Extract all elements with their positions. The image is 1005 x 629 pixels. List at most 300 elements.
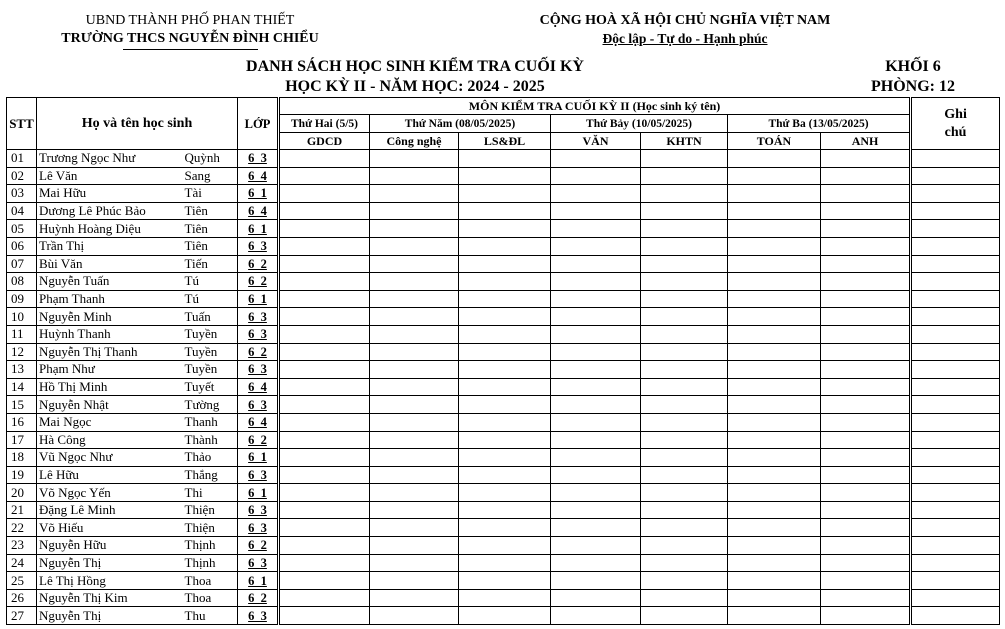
- note-cell[interactable]: [911, 290, 1000, 308]
- signature-cell[interactable]: [370, 501, 459, 519]
- signature-cell[interactable]: [459, 185, 551, 203]
- student-first-name: Tài: [183, 185, 238, 203]
- student-last-name: Lê Hữu: [37, 466, 183, 484]
- signature-cell[interactable]: [641, 519, 728, 537]
- signature-cell[interactable]: [728, 255, 821, 273]
- signature-cell[interactable]: [370, 167, 459, 185]
- table-row: [7, 519, 1000, 537]
- signature-cell[interactable]: [551, 449, 641, 467]
- signature-cell[interactable]: [279, 255, 370, 273]
- signature-cell[interactable]: [370, 325, 459, 343]
- signature-cell[interactable]: [459, 537, 551, 555]
- signature-cell[interactable]: [821, 519, 911, 537]
- row-stt: 10: [7, 308, 37, 326]
- signature-cell[interactable]: [551, 589, 641, 607]
- signature-cell[interactable]: [641, 150, 728, 168]
- student-first-name: Quỳnh: [183, 150, 238, 168]
- signature-cell[interactable]: [370, 431, 459, 449]
- signature-cell[interactable]: [641, 607, 728, 625]
- signature-cell[interactable]: [728, 150, 821, 168]
- signature-cell[interactable]: [821, 185, 911, 203]
- signature-cell[interactable]: [641, 396, 728, 414]
- row-stt: 25: [7, 572, 37, 590]
- signature-cell[interactable]: [279, 273, 370, 291]
- signature-cell[interactable]: [459, 607, 551, 625]
- signature-cell[interactable]: [459, 413, 551, 431]
- signature-cell[interactable]: [821, 150, 911, 168]
- signature-cell[interactable]: [821, 413, 911, 431]
- day-header: Thứ Bảy (10/05/2025): [551, 115, 728, 133]
- row-stt: 16: [7, 413, 37, 431]
- note-cell[interactable]: [911, 220, 1000, 238]
- signature-cell[interactable]: [279, 167, 370, 185]
- student-class: 6_1: [238, 572, 279, 590]
- signature-cell[interactable]: [370, 237, 459, 255]
- row-stt: 19: [7, 466, 37, 484]
- note-cell[interactable]: [911, 537, 1000, 555]
- row-stt: 01: [7, 150, 37, 168]
- signature-cell[interactable]: [459, 273, 551, 291]
- signature-cell[interactable]: [279, 501, 370, 519]
- signature-cell[interactable]: [279, 572, 370, 590]
- motto: Độc lập - Tự do - Hạnh phúc: [602, 31, 768, 46]
- signature-cell[interactable]: [279, 466, 370, 484]
- student-class: 6_2: [238, 273, 279, 291]
- table-row: [7, 325, 1000, 343]
- row-stt: 15: [7, 396, 37, 414]
- signature-cell[interactable]: [728, 431, 821, 449]
- signature-cell[interactable]: [641, 572, 728, 590]
- signature-cell[interactable]: [728, 519, 821, 537]
- signature-cell[interactable]: [459, 396, 551, 414]
- signature-cell[interactable]: [459, 150, 551, 168]
- student-class: 6_1: [238, 220, 279, 238]
- student-class: 6_4: [238, 413, 279, 431]
- signature-cell[interactable]: [821, 343, 911, 361]
- signature-cell[interactable]: [641, 537, 728, 555]
- signature-cell[interactable]: [641, 431, 728, 449]
- note-cell[interactable]: [911, 501, 1000, 519]
- student-last-name: Vũ Ngọc Như: [37, 449, 183, 467]
- signature-cell[interactable]: [551, 185, 641, 203]
- signature-cell[interactable]: [728, 484, 821, 502]
- note-cell[interactable]: [911, 607, 1000, 625]
- school-underline: [123, 49, 258, 50]
- signature-cell[interactable]: [551, 167, 641, 185]
- table-row: [7, 308, 1000, 326]
- signature-cell[interactable]: [728, 361, 821, 379]
- signature-cell[interactable]: [551, 554, 641, 572]
- signature-cell[interactable]: [459, 484, 551, 502]
- signature-cell[interactable]: [728, 273, 821, 291]
- note-cell[interactable]: [911, 413, 1000, 431]
- note-cell[interactable]: [911, 361, 1000, 379]
- note-cell[interactable]: [911, 202, 1000, 220]
- note-cell[interactable]: [911, 378, 1000, 396]
- table-row: [7, 396, 1000, 414]
- signature-cell[interactable]: [551, 150, 641, 168]
- signature-cell[interactable]: [459, 519, 551, 537]
- signature-cell[interactable]: [551, 431, 641, 449]
- student-first-name: Tiên: [183, 220, 238, 238]
- signature-cell[interactable]: [551, 572, 641, 590]
- note-cell[interactable]: [911, 237, 1000, 255]
- note-cell[interactable]: [911, 449, 1000, 467]
- student-last-name: Đặng Lê Minh: [37, 501, 183, 519]
- student-first-name: Thi: [183, 484, 238, 502]
- signature-cell[interactable]: [370, 255, 459, 273]
- signature-cell[interactable]: [728, 167, 821, 185]
- row-stt: 02: [7, 167, 37, 185]
- signature-cell[interactable]: [641, 167, 728, 185]
- signature-cell[interactable]: [370, 273, 459, 291]
- signature-cell[interactable]: [641, 237, 728, 255]
- student-last-name: Huỳnh Thanh: [37, 325, 183, 343]
- row-stt: 21: [7, 501, 37, 519]
- signature-cell[interactable]: [370, 378, 459, 396]
- note-cell[interactable]: [911, 572, 1000, 590]
- signature-cell[interactable]: [728, 396, 821, 414]
- signature-cell[interactable]: [821, 449, 911, 467]
- note-cell[interactable]: [911, 273, 1000, 291]
- subject-header: ANH: [821, 133, 911, 150]
- signature-cell[interactable]: [551, 237, 641, 255]
- signature-cell[interactable]: [370, 343, 459, 361]
- day-header: Thứ Ba (13/05/2025): [728, 115, 911, 133]
- signature-cell[interactable]: [641, 325, 728, 343]
- signature-cell[interactable]: [728, 325, 821, 343]
- note-cell[interactable]: [911, 185, 1000, 203]
- student-last-name: Nguyễn Thị: [37, 607, 183, 625]
- signature-cell[interactable]: [279, 361, 370, 379]
- signature-cell[interactable]: [551, 501, 641, 519]
- signature-cell[interactable]: [821, 431, 911, 449]
- signature-cell[interactable]: [551, 308, 641, 326]
- signature-cell[interactable]: [728, 220, 821, 238]
- signature-cell[interactable]: [728, 466, 821, 484]
- subject-header: LS&ĐL: [459, 133, 551, 150]
- signature-cell[interactable]: [279, 519, 370, 537]
- student-last-name: Nguyễn Thị: [37, 554, 183, 572]
- note-cell[interactable]: [911, 396, 1000, 414]
- signature-cell[interactable]: [279, 185, 370, 203]
- signature-cell[interactable]: [279, 413, 370, 431]
- student-first-name: Tú: [183, 290, 238, 308]
- student-last-name: Trần Thị: [37, 237, 183, 255]
- table-row: [7, 220, 1000, 238]
- signature-cell[interactable]: [641, 413, 728, 431]
- signature-cell[interactable]: [279, 325, 370, 343]
- signature-cell[interactable]: [641, 589, 728, 607]
- signature-cell[interactable]: [821, 378, 911, 396]
- signature-cell[interactable]: [459, 325, 551, 343]
- signature-cell[interactable]: [459, 466, 551, 484]
- signature-cell[interactable]: [459, 308, 551, 326]
- signature-cell[interactable]: [728, 185, 821, 203]
- signature-cell[interactable]: [370, 308, 459, 326]
- signature-cell[interactable]: [459, 290, 551, 308]
- signature-cell[interactable]: [279, 150, 370, 168]
- signature-cell[interactable]: [821, 167, 911, 185]
- signature-cell[interactable]: [370, 589, 459, 607]
- signature-cell[interactable]: [641, 273, 728, 291]
- signature-cell[interactable]: [821, 325, 911, 343]
- student-first-name: Tuyết: [183, 378, 238, 396]
- student-class: 6_3: [238, 237, 279, 255]
- note-cell[interactable]: [911, 255, 1000, 273]
- signature-cell[interactable]: [370, 220, 459, 238]
- row-stt: 03: [7, 185, 37, 203]
- student-class: 6_2: [238, 255, 279, 273]
- signature-cell[interactable]: [459, 220, 551, 238]
- student-class: 6_1: [238, 290, 279, 308]
- signature-cell[interactable]: [279, 484, 370, 502]
- signature-cell[interactable]: [279, 343, 370, 361]
- student-first-name: Thịnh: [183, 554, 238, 572]
- signature-cell[interactable]: [641, 501, 728, 519]
- signature-cell[interactable]: [459, 554, 551, 572]
- signature-cell[interactable]: [821, 396, 911, 414]
- signature-cell[interactable]: [821, 501, 911, 519]
- signature-cell[interactable]: [370, 185, 459, 203]
- subject-header: GDCD: [279, 133, 370, 150]
- table-row: [7, 273, 1000, 291]
- student-first-name: Thoa: [183, 589, 238, 607]
- row-stt: 06: [7, 237, 37, 255]
- signature-cell[interactable]: [459, 361, 551, 379]
- signature-cell[interactable]: [279, 449, 370, 467]
- signature-cell[interactable]: [459, 449, 551, 467]
- col-class-header: LỚP: [238, 98, 279, 150]
- note-cell[interactable]: [911, 589, 1000, 607]
- note-cell[interactable]: [911, 484, 1000, 502]
- student-first-name: Tú: [183, 273, 238, 291]
- subject-header: KHTN: [641, 133, 728, 150]
- signature-cell[interactable]: [551, 361, 641, 379]
- signature-cell[interactable]: [279, 431, 370, 449]
- grade-label: KHỐI 6: [885, 58, 941, 75]
- signature-cell[interactable]: [728, 607, 821, 625]
- signature-cell[interactable]: [370, 396, 459, 414]
- signature-cell[interactable]: [641, 378, 728, 396]
- row-stt: 04: [7, 202, 37, 220]
- note-cell[interactable]: [911, 308, 1000, 326]
- table-row: [7, 202, 1000, 220]
- table-row: [7, 501, 1000, 519]
- signature-cell[interactable]: [551, 220, 641, 238]
- signature-cell[interactable]: [728, 343, 821, 361]
- signature-cell[interactable]: [641, 185, 728, 203]
- note-cell[interactable]: [911, 554, 1000, 572]
- student-last-name: Nguyễn Thị Thanh: [37, 343, 183, 361]
- signature-cell[interactable]: [279, 396, 370, 414]
- signature-cell[interactable]: [279, 220, 370, 238]
- signature-cell[interactable]: [821, 290, 911, 308]
- signature-cell[interactable]: [821, 273, 911, 291]
- signature-cell[interactable]: [728, 572, 821, 590]
- table-row: [7, 589, 1000, 607]
- note-cell[interactable]: [911, 167, 1000, 185]
- signature-cell[interactable]: [641, 202, 728, 220]
- student-first-name: Tiên: [183, 237, 238, 255]
- signature-cell[interactable]: [370, 449, 459, 467]
- signature-cell[interactable]: [641, 449, 728, 467]
- row-stt: 13: [7, 361, 37, 379]
- student-class: 6_3: [238, 554, 279, 572]
- signature-cell[interactable]: [821, 554, 911, 572]
- signature-cell[interactable]: [279, 554, 370, 572]
- student-class: 6_3: [238, 325, 279, 343]
- signature-cell[interactable]: [641, 466, 728, 484]
- student-first-name: Tuyền: [183, 361, 238, 379]
- subject-header: Công nghệ: [370, 133, 459, 150]
- student-last-name: Nguyễn Minh: [37, 308, 183, 326]
- signature-cell[interactable]: [821, 466, 911, 484]
- student-first-name: Tiên: [183, 202, 238, 220]
- signature-cell[interactable]: [551, 537, 641, 555]
- signature-cell[interactable]: [821, 237, 911, 255]
- student-first-name: Tuyền: [183, 343, 238, 361]
- signature-cell[interactable]: [459, 378, 551, 396]
- signature-cell[interactable]: [641, 220, 728, 238]
- table-row: [7, 431, 1000, 449]
- signature-cell[interactable]: [279, 607, 370, 625]
- signature-cell[interactable]: [279, 589, 370, 607]
- signature-cell[interactable]: [728, 413, 821, 431]
- signature-cell[interactable]: [370, 150, 459, 168]
- signature-cell[interactable]: [551, 202, 641, 220]
- note-cell[interactable]: [911, 519, 1000, 537]
- signature-cell[interactable]: [821, 255, 911, 273]
- signature-cell[interactable]: [551, 607, 641, 625]
- signature-cell[interactable]: [821, 572, 911, 590]
- note-cell[interactable]: [911, 343, 1000, 361]
- signature-cell[interactable]: [370, 413, 459, 431]
- note-cell[interactable]: [911, 431, 1000, 449]
- table-row: [7, 290, 1000, 308]
- signature-cell[interactable]: [821, 589, 911, 607]
- table-row: [7, 185, 1000, 203]
- signature-cell[interactable]: [370, 572, 459, 590]
- signature-cell[interactable]: [551, 325, 641, 343]
- signature-cell[interactable]: [641, 255, 728, 273]
- signature-cell[interactable]: [279, 378, 370, 396]
- col-stt-header: STT: [7, 98, 37, 150]
- student-last-name: Hà Công: [37, 431, 183, 449]
- signature-cell[interactable]: [459, 431, 551, 449]
- signature-cell[interactable]: [728, 290, 821, 308]
- signature-cell[interactable]: [279, 237, 370, 255]
- note-cell[interactable]: [911, 466, 1000, 484]
- signature-cell[interactable]: [459, 255, 551, 273]
- signature-cell[interactable]: [370, 484, 459, 502]
- signature-cell[interactable]: [821, 537, 911, 555]
- signature-cell[interactable]: [821, 607, 911, 625]
- signature-cell[interactable]: [551, 413, 641, 431]
- table-row: [7, 150, 1000, 168]
- signature-cell[interactable]: [551, 343, 641, 361]
- signature-cell[interactable]: [279, 308, 370, 326]
- student-first-name: Thắng: [183, 466, 238, 484]
- signature-cell[interactable]: [551, 519, 641, 537]
- signature-cell[interactable]: [641, 290, 728, 308]
- signature-cell[interactable]: [279, 290, 370, 308]
- signature-cell[interactable]: [551, 396, 641, 414]
- signature-cell[interactable]: [641, 484, 728, 502]
- signature-cell[interactable]: [370, 361, 459, 379]
- signature-cell[interactable]: [370, 554, 459, 572]
- signature-cell[interactable]: [728, 202, 821, 220]
- note-cell[interactable]: [911, 150, 1000, 168]
- signature-cell[interactable]: [279, 537, 370, 555]
- signature-cell[interactable]: [459, 572, 551, 590]
- signature-cell[interactable]: [459, 167, 551, 185]
- signature-cell[interactable]: [459, 589, 551, 607]
- signature-cell[interactable]: [551, 255, 641, 273]
- signature-cell[interactable]: [728, 308, 821, 326]
- student-last-name: Dương Lê Phúc Bảo: [37, 202, 183, 220]
- signature-cell[interactable]: [728, 501, 821, 519]
- signature-cell[interactable]: [728, 378, 821, 396]
- signature-cell[interactable]: [370, 290, 459, 308]
- signature-cell[interactable]: [459, 237, 551, 255]
- student-first-name: Sang: [183, 167, 238, 185]
- signature-cell[interactable]: [459, 343, 551, 361]
- signature-cell[interactable]: [551, 290, 641, 308]
- signature-cell[interactable]: [728, 589, 821, 607]
- signature-cell[interactable]: [370, 607, 459, 625]
- student-first-name: Thiện: [183, 519, 238, 537]
- signature-cell[interactable]: [551, 378, 641, 396]
- signature-cell[interactable]: [459, 501, 551, 519]
- student-last-name: Nguyễn Tuấn: [37, 273, 183, 291]
- signature-cell[interactable]: [821, 220, 911, 238]
- signature-cell[interactable]: [551, 273, 641, 291]
- signature-cell[interactable]: [370, 202, 459, 220]
- signature-cell[interactable]: [641, 308, 728, 326]
- signature-cell[interactable]: [370, 537, 459, 555]
- note-cell[interactable]: [911, 325, 1000, 343]
- signature-cell[interactable]: [821, 361, 911, 379]
- row-stt: 18: [7, 449, 37, 467]
- signature-cell[interactable]: [551, 484, 641, 502]
- signature-cell[interactable]: [370, 519, 459, 537]
- signature-cell[interactable]: [821, 202, 911, 220]
- student-class: 6_1: [238, 185, 279, 203]
- signature-cell[interactable]: [370, 466, 459, 484]
- col-name-header: Họ và tên học sinh: [37, 98, 238, 150]
- signature-cell[interactable]: [459, 202, 551, 220]
- signature-cell[interactable]: [641, 554, 728, 572]
- signature-cell[interactable]: [728, 449, 821, 467]
- signature-cell[interactable]: [728, 537, 821, 555]
- student-last-name: Võ Ngọc Yến: [37, 484, 183, 502]
- signature-cell[interactable]: [279, 202, 370, 220]
- signature-cell[interactable]: [821, 308, 911, 326]
- row-stt: 23: [7, 537, 37, 555]
- signature-cell[interactable]: [641, 343, 728, 361]
- student-class: 6_3: [238, 466, 279, 484]
- signature-cell[interactable]: [821, 484, 911, 502]
- signature-cell[interactable]: [728, 554, 821, 572]
- signature-cell[interactable]: [551, 466, 641, 484]
- student-class: 6_4: [238, 167, 279, 185]
- student-first-name: Tuấn: [183, 308, 238, 326]
- table-row: [7, 572, 1000, 590]
- table-row: [7, 413, 1000, 431]
- signature-cell[interactable]: [728, 237, 821, 255]
- signature-cell[interactable]: [641, 361, 728, 379]
